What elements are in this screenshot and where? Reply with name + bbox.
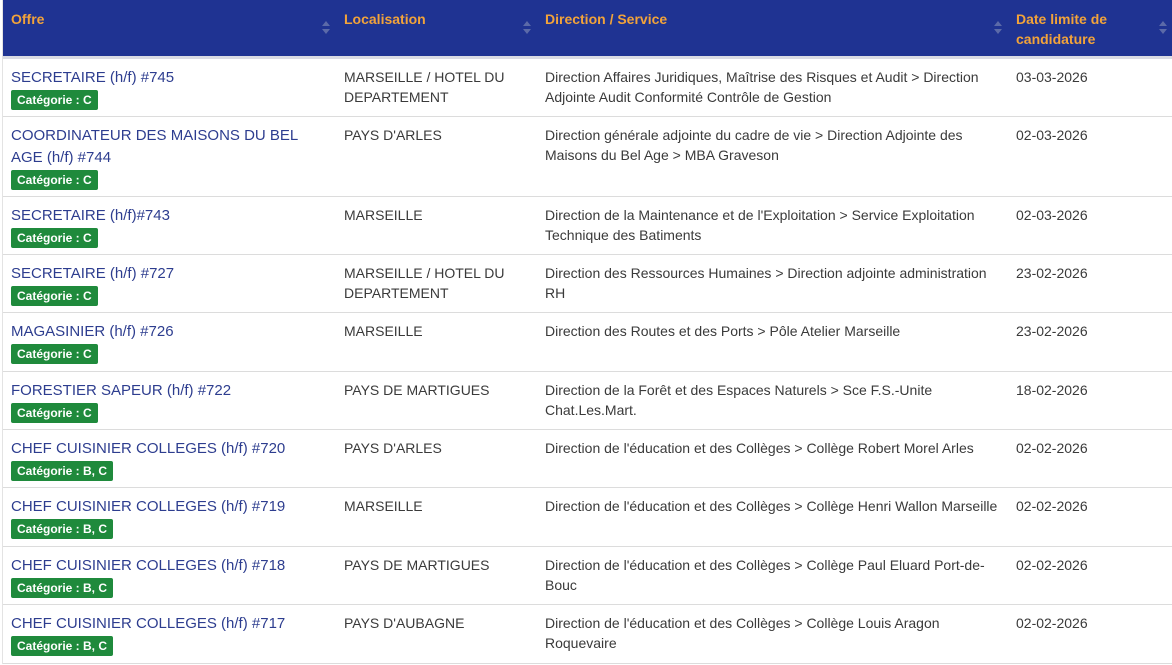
cell-direction: Direction des Routes et des Ports > Pôle Atelier Marseille xyxy=(545,323,901,339)
cell-date: 23-02-2026 xyxy=(1016,323,1088,339)
cell-direction: Direction de l'éducation et des Collèges > Collège Henri Wallon Marseille xyxy=(545,498,998,514)
cell-offre xyxy=(3,605,336,663)
cell-offre xyxy=(3,430,336,487)
job-offers-table xyxy=(2,0,1172,664)
table-row xyxy=(3,313,1172,372)
cell-localisation: MARSEILLE / HOTEL DU DEPARTEMENT xyxy=(344,265,505,301)
offer-title-link[interactable]: CHEF CUISINIER COLLEGES (h/f) #718 xyxy=(11,557,286,574)
category-badge: Catégorie : B, C xyxy=(11,636,113,656)
cell-date: 02-02-2026 xyxy=(1016,557,1088,573)
cell-date: 03-03-2026 xyxy=(1016,69,1088,85)
category-badge: Catégorie : C xyxy=(11,90,98,110)
offer-title-link[interactable]: COORDINATEUR DES MAISONS DU BEL AGE (h/f) #744 xyxy=(11,127,298,166)
cell-localisation: MARSEILLE xyxy=(344,207,423,223)
table-row xyxy=(3,372,1172,430)
table-row xyxy=(3,197,1172,255)
cell-date: 02-02-2026 xyxy=(1016,498,1088,514)
table-row xyxy=(3,547,1172,605)
column-header-label: Date limite de candidature xyxy=(1016,11,1108,47)
category-badge: Catégorie : C xyxy=(11,228,98,248)
category-badge: Catégorie : C xyxy=(11,344,98,364)
table-body xyxy=(3,59,1172,664)
cell-offre xyxy=(3,197,336,254)
cell-offre xyxy=(3,117,336,196)
column-header-localisation[interactable] xyxy=(336,0,537,56)
column-header-offre[interactable] xyxy=(3,0,336,56)
table-header xyxy=(3,0,1172,59)
column-header-date[interactable] xyxy=(1008,0,1172,56)
category-badge: Catégorie : C xyxy=(11,403,98,423)
table-row xyxy=(3,59,1172,117)
cell-date: 23-02-2026 xyxy=(1016,265,1088,281)
cell-offre xyxy=(3,372,336,429)
category-badge: Catégorie : B, C xyxy=(11,519,113,539)
table-row xyxy=(3,117,1172,197)
cell-date: 18-02-2026 xyxy=(1016,382,1088,398)
cell-localisation: MARSEILLE xyxy=(344,323,423,339)
category-badge: Catégorie : B, C xyxy=(11,578,113,598)
offer-title-link[interactable]: FORESTIER SAPEUR (h/f) #722 xyxy=(11,382,232,399)
sort-arrows-icon[interactable] xyxy=(994,20,1002,36)
cell-date: 02-02-2026 xyxy=(1016,615,1088,631)
cell-direction: Direction de l'éducation et des Collèges > Collège Robert Morel Arles xyxy=(545,440,974,456)
cell-offre xyxy=(3,547,336,604)
cell-localisation: MARSEILLE xyxy=(344,498,423,514)
sort-arrows-icon[interactable] xyxy=(322,20,330,36)
cell-date: 02-03-2026 xyxy=(1016,207,1088,223)
cell-direction: Direction de la Maintenance et de l'Exploitation > Service Exploitation Technique des Batiments xyxy=(545,207,975,243)
column-header-direction[interactable] xyxy=(537,0,1008,56)
column-header-label: Direction / Service xyxy=(545,11,668,27)
cell-localisation: PAYS DE MARTIGUES xyxy=(344,557,490,573)
cell-localisation: PAYS DE MARTIGUES xyxy=(344,382,490,398)
column-header-label: Localisation xyxy=(344,11,426,27)
table-row xyxy=(3,430,1172,488)
cell-offre xyxy=(3,59,336,116)
cell-offre xyxy=(3,255,336,312)
column-header-label: Offre xyxy=(11,11,45,27)
table-row xyxy=(3,488,1172,547)
cell-direction: Direction Affaires Juridiques, Maîtrise des Risques et Audit > Direction Adjointe Audit Conformité Contrôle de Gestion xyxy=(545,69,979,105)
offer-title-link[interactable]: MAGASINIER (h/f) #726 xyxy=(11,323,174,340)
cell-direction: Direction de l'éducation et des Collèges > Collège Paul Eluard Port-de-Bouc xyxy=(545,557,985,593)
category-badge: Catégorie : C xyxy=(11,170,98,190)
cell-date: 02-03-2026 xyxy=(1016,127,1088,143)
sort-arrows-icon[interactable] xyxy=(1159,20,1167,36)
cell-direction: Direction générale adjointe du cadre de vie > Direction Adjointe des Maisons du Bel Age > MBA Graveson xyxy=(545,127,963,163)
offer-title-link[interactable]: CHEF CUISINIER COLLEGES (h/f) #717 xyxy=(11,615,286,632)
offer-title-link[interactable]: CHEF CUISINIER COLLEGES (h/f) #719 xyxy=(11,498,286,515)
cell-date: 02-02-2026 xyxy=(1016,440,1088,456)
category-badge: Catégorie : B, C xyxy=(11,461,113,481)
cell-localisation: PAYS D'AUBAGNE xyxy=(344,615,465,631)
cell-offre xyxy=(3,313,336,371)
sort-arrows-icon[interactable] xyxy=(523,20,531,36)
offer-title-link[interactable]: SECRETAIRE (h/f)#743 xyxy=(11,207,170,224)
cell-localisation: PAYS D'ARLES xyxy=(344,440,442,456)
offer-title-link[interactable]: SECRETAIRE (h/f) #727 xyxy=(11,265,175,282)
table-row xyxy=(3,255,1172,313)
cell-direction: Direction de l'éducation et des Collèges > Collège Louis Aragon Roquevaire xyxy=(545,615,940,651)
offer-title-link[interactable]: SECRETAIRE (h/f) #745 xyxy=(11,69,175,86)
cell-localisation: MARSEILLE / HOTEL DU DEPARTEMENT xyxy=(344,69,505,105)
category-badge: Catégorie : C xyxy=(11,286,98,306)
table-row xyxy=(3,605,1172,664)
cell-direction: Direction de la Forêt et des Espaces Naturels > Sce F.S.-Unite Chat.Les.Mart. xyxy=(545,382,933,418)
cell-offre xyxy=(3,488,336,546)
cell-direction: Direction des Ressources Humaines > Direction adjointe administration RH xyxy=(545,265,987,301)
offer-title-link[interactable]: CHEF CUISINIER COLLEGES (h/f) #720 xyxy=(11,440,286,457)
cell-localisation: PAYS D'ARLES xyxy=(344,127,442,143)
